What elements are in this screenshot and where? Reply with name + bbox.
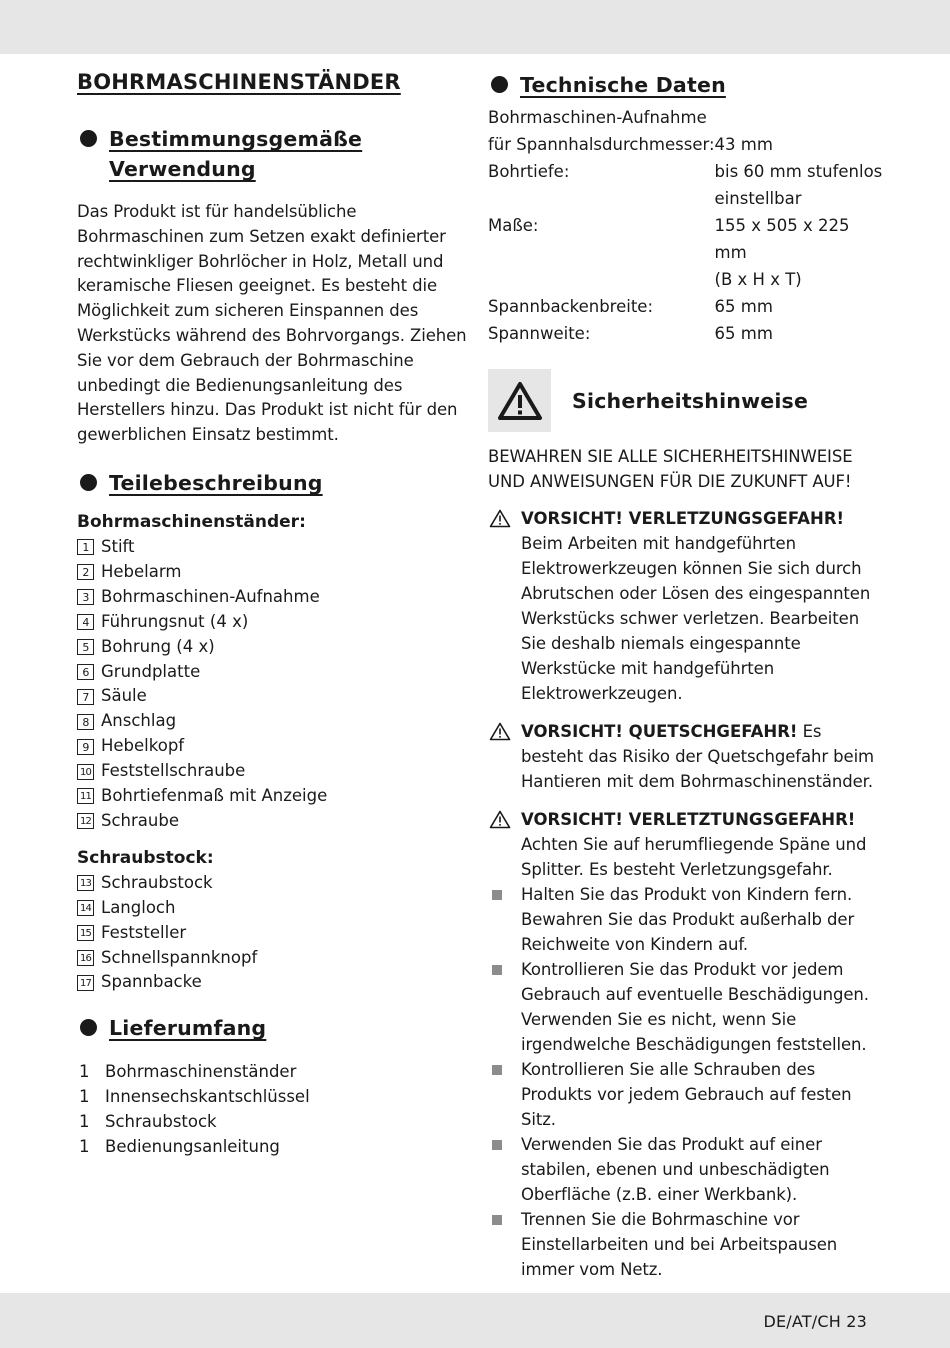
part-number-badge: 16 xyxy=(77,950,94,966)
parts-list-stand xyxy=(77,535,467,834)
parts-heading: Teilebeschreibung xyxy=(77,468,467,498)
part-label: Spannbacke xyxy=(101,972,202,992)
scope-qty: 1 xyxy=(79,1112,90,1132)
square-bullet-icon xyxy=(492,1140,502,1150)
right-column xyxy=(488,70,883,1282)
part-label: Schnellspannknopf xyxy=(101,947,258,967)
tech-data-key xyxy=(488,266,715,293)
part-item xyxy=(77,871,467,896)
parts-group-vise-title: Schraubstock: xyxy=(77,847,214,868)
part-number-badge: 8 xyxy=(77,714,94,730)
scope-list xyxy=(77,1059,467,1159)
part-item xyxy=(77,560,467,585)
warning-title: VORSICHT! VERLETZTUNGSGEFAHR! xyxy=(521,810,856,829)
part-number-badge: 9 xyxy=(77,739,94,755)
part-item xyxy=(77,809,467,834)
tech-data-row xyxy=(488,293,883,320)
tech-data-key: Spannbackenbreite: xyxy=(488,297,654,316)
tech-data-key: Maße: xyxy=(488,216,539,235)
safety-bullet-text: Trennen Sie die Bohrmaschine vor Einstellarbeiten und bei Arbeitspausen immer vom Netz. xyxy=(521,1210,838,1279)
scope-qty: 1 xyxy=(79,1062,90,1082)
tech-data-value: einstellbar xyxy=(714,189,802,208)
warning-small-icon xyxy=(489,722,511,748)
safety-bullet-item xyxy=(488,1207,883,1282)
part-number-badge: 15 xyxy=(77,925,94,941)
part-item xyxy=(77,709,467,734)
part-item xyxy=(77,684,467,709)
part-number-badge: 14 xyxy=(77,900,94,916)
safety-bullet-text: Kontrollieren Sie alle Schrauben des Produkts vor jedem Gebrauch auf festen Sitz. xyxy=(521,1060,852,1129)
safety-header xyxy=(488,369,883,432)
square-bullet-icon xyxy=(492,890,502,900)
warning-small-icon xyxy=(489,509,511,535)
tech-data-value: 65 mm xyxy=(714,297,773,316)
scope-qty: 1 xyxy=(79,1087,90,1107)
safety-bullet-item xyxy=(488,957,883,1057)
keep-instructions-notice: BEWAHREN SIE ALLE SICHERHEITSHINWEISE UND ANWEISUNGEN FÜR DIE ZUKUNFT AUF! xyxy=(488,447,853,491)
part-item xyxy=(77,535,467,560)
tech-data-row xyxy=(488,158,883,185)
tech-data-key: Bohrtiefe: xyxy=(488,162,570,181)
part-number-badge: 4 xyxy=(77,614,94,630)
square-bullet-icon xyxy=(492,1215,502,1225)
warning-block xyxy=(488,506,883,706)
part-item xyxy=(77,970,467,995)
tech-data-row xyxy=(488,212,883,266)
part-number-badge: 5 xyxy=(77,639,94,655)
part-label: Hebelarm xyxy=(101,561,182,581)
page-number: DE/AT/CH 23 xyxy=(763,1312,867,1331)
tech-data-key: Spannweite: xyxy=(488,324,591,343)
scope-label: Innensechskantschlüssel xyxy=(105,1087,310,1107)
part-label: Feststellschraube xyxy=(101,761,246,781)
part-number-badge: 12 xyxy=(77,813,94,829)
parts-group-stand-title: Bohrmaschinenständer: xyxy=(77,511,306,532)
tech-data-value: 43 mm xyxy=(714,135,773,154)
warning-small-icon xyxy=(489,810,511,836)
warning-block xyxy=(488,807,883,882)
scope-heading: Lieferumfang xyxy=(77,1013,467,1043)
intended-use-heading: Bestimmungsgemäße Verwendung xyxy=(77,124,467,184)
square-bullet-icon xyxy=(492,1065,502,1075)
warning-title: VORSICHT! VERLETZUNGSGEFAHR! xyxy=(521,509,845,528)
part-label: Bohrtiefenmaß mit Anzeige xyxy=(101,786,328,806)
warning-title: VORSICHT! QUETSCHGEFAHR! xyxy=(521,722,798,741)
part-item xyxy=(77,784,467,809)
part-label: Schraubstock xyxy=(101,872,213,892)
part-item xyxy=(77,734,467,759)
tech-data-row xyxy=(488,104,883,131)
safety-bullet-item xyxy=(488,882,883,957)
scope-label: Bedienungsanleitung xyxy=(105,1137,280,1157)
part-item xyxy=(77,896,467,921)
part-label: Anschlag xyxy=(101,711,177,731)
part-label: Führungsnut (4 x) xyxy=(101,611,249,631)
scope-label: Schraubstock xyxy=(105,1112,217,1132)
tech-data-row xyxy=(488,185,883,212)
part-label: Säule xyxy=(101,686,147,706)
warning-text: Achten Sie auf herumfliegende Späne und Splitter. Es besteht Verletzungsgefahr. xyxy=(521,835,867,879)
tech-data-table xyxy=(488,104,883,347)
tech-data-row xyxy=(488,320,883,347)
scope-item xyxy=(77,1059,467,1084)
warnings-list xyxy=(488,506,883,882)
tech-data-key: für Spannhalsdurchmesser: xyxy=(488,135,715,154)
part-label: Grundplatte xyxy=(101,661,201,681)
scope-item xyxy=(77,1134,467,1159)
tech-data-key xyxy=(488,185,715,212)
part-label: Stift xyxy=(101,536,135,556)
part-label: Bohrmaschinen-Aufnahme xyxy=(101,586,320,606)
part-number-badge: 17 xyxy=(77,975,94,991)
heading-bullet-icon xyxy=(80,130,97,147)
scope-item xyxy=(77,1084,467,1109)
safety-bullet-text: Kontrollieren Sie das Produkt vor jedem Gebrauch auf eventuelle Beschädigungen. Verwenden Sie es nicht, wenn Sie irgendwelche Beschädigungen feststellen. xyxy=(521,960,869,1054)
safety-title: Sicherheitshinweise xyxy=(572,388,809,413)
parts-list-vise xyxy=(77,871,467,996)
part-number-badge: 13 xyxy=(77,875,94,891)
safety-bullet-item xyxy=(488,1057,883,1132)
part-number-badge: 7 xyxy=(77,689,94,705)
tech-data-row xyxy=(488,131,883,158)
safety-bullet-item xyxy=(488,1132,883,1207)
tech-data-key: Bohrmaschinen-Aufnahme xyxy=(488,108,707,127)
part-item xyxy=(77,610,467,635)
document-title: BOHRMASCHINENSTÄNDER xyxy=(77,70,401,94)
part-number-badge: 10 xyxy=(77,764,94,780)
part-item xyxy=(77,759,467,784)
warning-text: Beim Arbeiten mit handgeführten Elektrowerkzeugen können Sie sich durch Abrutschen oder Lösen des eingespannten Werkstücks schwer verletzen. Bearbeiten Sie deshalb niemals eingespannte Werkstücke mit handgeführten Elektrowerkzeugen. xyxy=(521,534,871,703)
heading-bullet-icon xyxy=(80,474,97,491)
part-label: Hebelkopf xyxy=(101,736,185,756)
part-item xyxy=(77,660,467,685)
part-label: Feststeller xyxy=(101,922,187,942)
tech-data-value xyxy=(715,104,883,131)
tech-data-value: 65 mm xyxy=(714,324,773,343)
intended-use-text: Das Produkt ist für handelsübliche Bohrmaschinen zum Setzen exakt definierter rechtwinkliger Bohrlöcher in Holz, Metall und keramische Fliesen geeignet. Es besteht die Möglichkeit zum sicheren Einspannen des Werkstücks während des Bohrvorgangs. Ziehen Sie vor dem Gebrauch der Bohrmaschine unbedingt die Bedienungsanleitung des Herstellers hinzu. Das Produkt ist nicht für den gewerblichen Einsatz bestimmt. xyxy=(77,202,467,445)
part-label: Schraube xyxy=(101,810,179,830)
tech-data-row xyxy=(488,266,883,293)
safety-bullets xyxy=(488,882,883,1282)
tech-data-heading: Technische Daten xyxy=(488,70,883,100)
scope-item xyxy=(77,1109,467,1134)
part-item xyxy=(77,921,467,946)
header-band xyxy=(0,0,950,54)
warning-text: Es besteht das Risiko der Quetschgefahr beim Hantieren mit dem Bohrmaschinenständer. xyxy=(521,722,875,791)
part-item xyxy=(77,946,467,971)
part-number-badge: 1 xyxy=(77,539,94,555)
part-label: Bohrung (4 x) xyxy=(101,636,215,656)
left-column xyxy=(77,70,467,1159)
heading-bullet-icon xyxy=(491,76,508,93)
part-item xyxy=(77,635,467,660)
safety-bullet-text: Halten Sie das Produkt von Kindern fern. Bewahren Sie das Produkt außerhalb der Reichweite von Kindern auf. xyxy=(521,885,855,954)
heading-bullet-icon xyxy=(80,1019,97,1036)
scope-label: Bohrmaschinenständer xyxy=(105,1062,297,1082)
tech-data-value: bis 60 mm stufenlos xyxy=(714,162,883,181)
warning-block xyxy=(488,719,883,794)
tech-data-value: 155 x 505 x 225 mm xyxy=(714,216,850,262)
square-bullet-icon xyxy=(492,965,502,975)
safety-bullet-text: Verwenden Sie das Produkt auf einer stabilen, ebenen und unbeschädigten Oberfläche (z.B. einer Werkbank). xyxy=(521,1135,830,1204)
part-item xyxy=(77,585,467,610)
part-label: Langloch xyxy=(101,897,176,917)
scope-qty: 1 xyxy=(79,1137,90,1157)
part-number-badge: 2 xyxy=(77,564,94,580)
part-number-badge: 3 xyxy=(77,589,94,605)
tech-data-value: (B x H x T) xyxy=(714,270,802,289)
part-number-badge: 11 xyxy=(77,788,94,804)
part-number-badge: 6 xyxy=(77,664,94,680)
warning-triangle-icon xyxy=(488,369,551,432)
